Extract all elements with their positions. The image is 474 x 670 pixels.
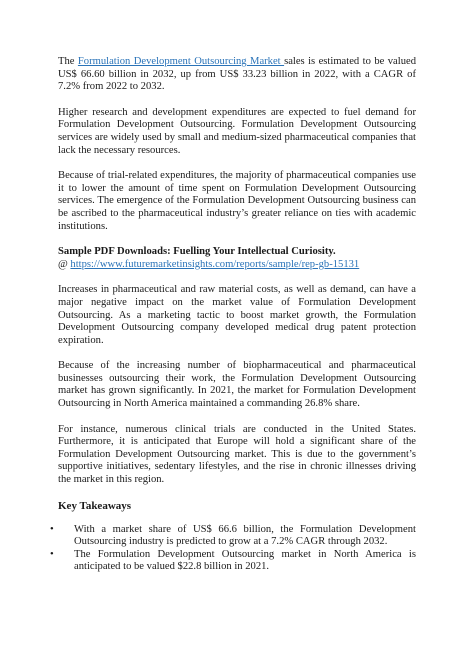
paragraph-trial-expenditures: Because of trial-related expenditures, the majority of pharmaceutical companies use it to lower the amount of time spent on Formulation Development Outsourcing services. The emergence of the Formulation Development Outsourcing business can be ascribed to the pharmaceutical industry’s greater reliance on ties with academic institutions.: [58, 170, 416, 232]
intro-text: sales is estimated to be valued US$ 66.60 billion in 2032, up from US$ 33.23 billion in 2022, with a CAGR of 7.2% from 2022 to 2032.: [58, 56, 416, 93]
takeaway-item: [50, 523, 416, 549]
at-sign: @: [58, 258, 71, 270]
takeaway-item: [50, 548, 416, 574]
bullet-icon: •: [50, 523, 54, 535]
sample-heading: Sample PDF Downloads: Fuelling Your Intellectual Curiosity.: [58, 246, 336, 258]
key-takeaways-heading: Key Takeaways: [58, 499, 132, 512]
takeaways-list: [50, 523, 416, 574]
intro-paragraph: [58, 56, 416, 94]
intro-prefix: The: [58, 56, 78, 67]
paragraph-costs: Increases in pharmaceutical and raw material costs, as well as demand, can have a major negative impact on the market value of Formulation Development Outsourcing. As a marketing tactic to boost market growth, the Formulation Development Outsourcing company developed medical drug patent protection expiration.: [58, 284, 416, 346]
takeaway-text: The Formulation Development Outsourcing market in North America is anticipated to be valued $22.8 billion in 2021.: [74, 548, 416, 573]
bullet-icon: •: [50, 548, 54, 560]
paragraph-clinical-trials: For instance, numerous clinical trials are conducted in the United States. Furthermore, it is anticipated that Europe will hold a significant share of the Formulation Development Outsourcing market. This is due to the government’s supportive initiatives, sedentary lifestyles, and the rise in chronic illnesses driving the market in this region.: [58, 423, 416, 486]
takeaway-text: With a market share of US$ 66.6 billion, the Formulation Development Outsourcing industry is predicted to grow at a 7.2% CAGR through 2032.: [74, 523, 416, 548]
sample-pdf-link[interactable]: https://www.futuremarketinsights.com/reports/sample/rep-gb-15131: [70, 258, 360, 270]
paragraph-rd-expenditures: Higher research and development expenditures are expected to fuel demand for Formulation Development Outsourcing. Formulation Development Outsourcing services are widely used by small and medium-sized pharmaceutical companies that lack the necessary resources.: [58, 106, 416, 156]
sample-link-line: [58, 259, 416, 272]
market-report-link[interactable]: Formulation Development Outsourcing Market: [77, 56, 285, 67]
paragraph-growth: Because of the increasing number of biopharmaceutical and pharmaceutical businesses outsourcing their work, the Formulation Development Outsourcing market has grown significantly. In 2021, the market for Formulation Development Outsourcing in North America maintained a commanding 26.8% share.: [58, 360, 416, 410]
